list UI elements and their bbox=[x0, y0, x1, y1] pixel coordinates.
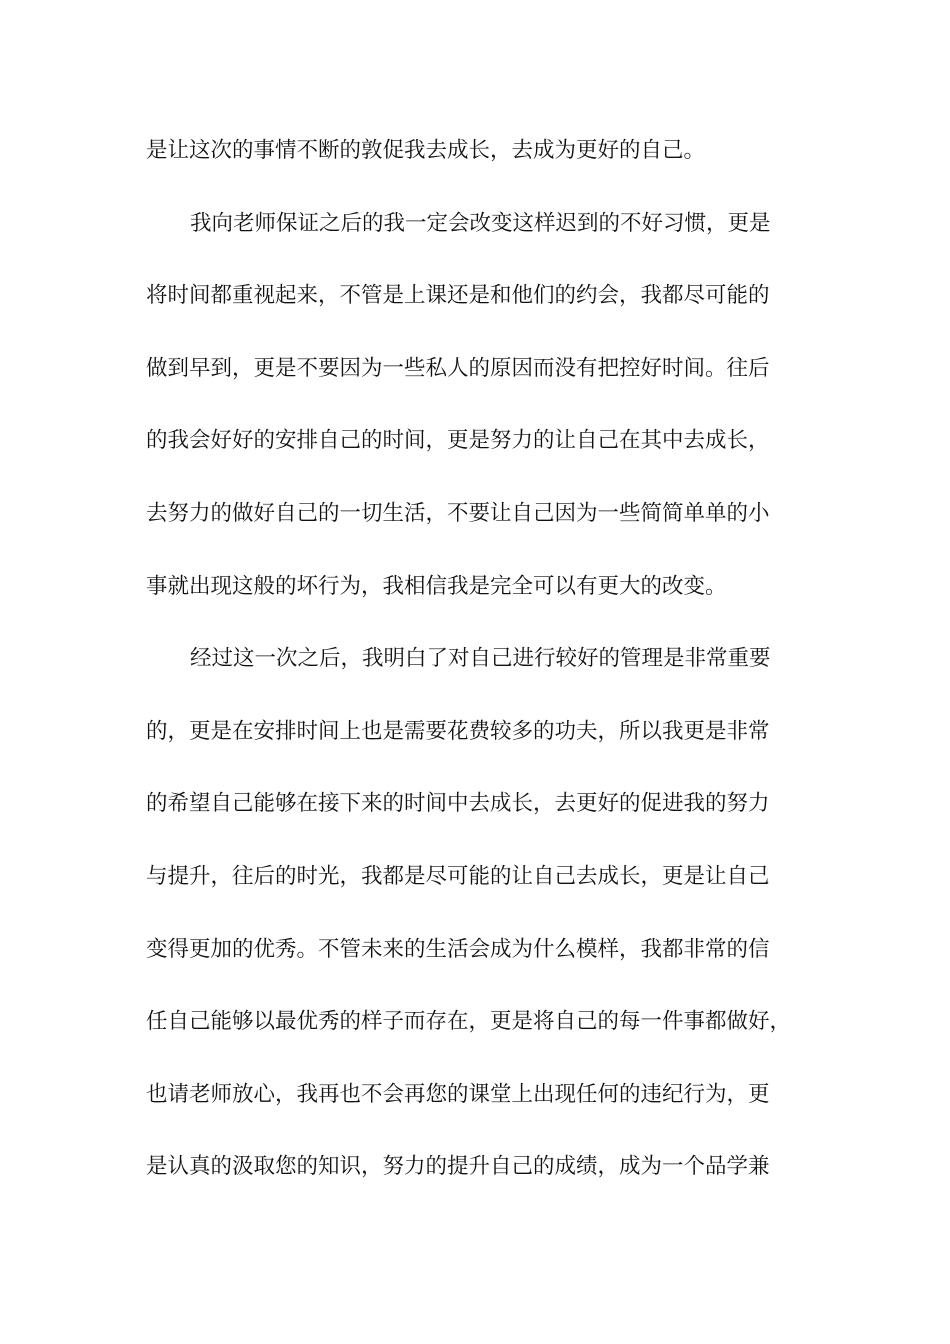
text-line: 任自己能够以最优秀的样子而存在，更是将自己的每一件事都做好， bbox=[146, 1009, 792, 1035]
text-line: 的希望自己能够在接下来的时间中去成长，去更好的促进我的努力 bbox=[146, 791, 770, 817]
document-body bbox=[146, 126, 826, 1215]
text-line: 与提升，往后的时光，我都是尽可能的让自己去成长，更是让自己 bbox=[146, 863, 770, 889]
text-line: 是让这次的事情不断的敦促我去成长，去成为更好的自己。 bbox=[146, 138, 706, 163]
text-line: 也请老师放心，我再也不会再您的课堂上出现任何的违纪行为，更 bbox=[146, 1081, 770, 1107]
paragraph-first-line: 经过这一次之后，我明白了对自己进行较好的管理是非常重要 bbox=[190, 646, 771, 672]
text-line: 事就出现这般的坏行为，我相信我是完全可以有更大的改变。 bbox=[146, 573, 727, 599]
text-line: 的我会好好的安排自己的时间，更是努力的让自己在其中去成长， bbox=[146, 428, 770, 454]
paragraph-first-line: 我向老师保证之后的我一定会改变这样迟到的不好习惯，更是 bbox=[190, 210, 771, 236]
text-line: 变得更加的优秀。不管未来的生活会成为什么模样，我都非常的信 bbox=[146, 936, 770, 962]
text-line: 是认真的汲取您的知识，努力的提升自己的成绩，成为一个品学兼 bbox=[146, 1154, 770, 1180]
text-line: 做到早到，更是不要因为一些私人的原因而没有把控好时间。往后 bbox=[146, 355, 770, 381]
text-line: 将时间都重视起来，不管是上课还是和他们的约会，我都尽可能的 bbox=[146, 283, 770, 309]
text-line: 的，更是在安排时间上也是需要花费较多的功夫，所以我更是非常 bbox=[146, 718, 770, 744]
text-line: 去努力的做好自己的一切生活，不要让自己因为一些简简单单的小 bbox=[146, 500, 770, 526]
